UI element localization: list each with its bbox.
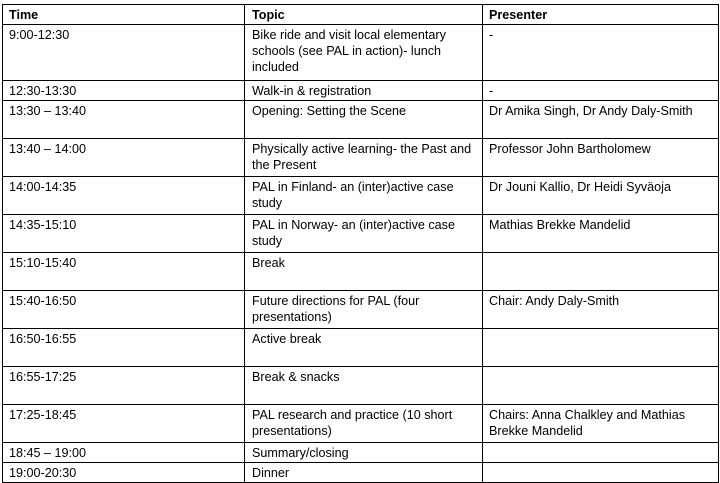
time-cell: 18:45 – 19:00 [3, 443, 245, 463]
topic-cell: Bike ride and visit local elementary schools (see PAL in action)- lunch included [245, 25, 483, 81]
topic-cell: Future directions for PAL (four presentations) [245, 291, 483, 329]
table-row [3, 101, 719, 139]
time-cell: 9:00-12:30 [3, 25, 245, 81]
topic-cell: Physically active learning- the Past and the Present [245, 139, 483, 177]
table-row [3, 405, 719, 443]
time-cell: 14:00-14:35 [3, 177, 245, 215]
column-header-time: Time [3, 5, 245, 25]
time-cell: 16:50-16:55 [3, 329, 245, 367]
topic-cell: Walk-in & registration [245, 81, 483, 101]
topic-cell: PAL in Finland- an (inter)active case study [245, 177, 483, 215]
table-row [3, 139, 719, 177]
time-cell: 13:40 – 14:00 [3, 139, 245, 177]
column-header-topic: Topic [245, 5, 483, 25]
table-row [3, 443, 719, 463]
topic-cell: Break & snacks [245, 367, 483, 405]
table-row [3, 25, 719, 81]
column-header-presenter: Presenter [483, 5, 719, 25]
topic-cell: PAL research and practice (10 short presentations) [245, 405, 483, 443]
table-row [3, 463, 719, 483]
table-row [3, 329, 719, 367]
presenter-cell: Mathias Brekke Mandelid [483, 215, 719, 253]
presenter-cell [483, 367, 719, 405]
time-cell: 16:55-17:25 [3, 367, 245, 405]
presenter-cell: Dr Amika Singh, Dr Andy Daly-Smith [483, 101, 719, 139]
presenter-cell: Chair: Andy Daly-Smith [483, 291, 719, 329]
topic-cell: PAL in Norway- an (inter)active case study [245, 215, 483, 253]
time-cell: 15:40-16:50 [3, 291, 245, 329]
presenter-cell: - [483, 25, 719, 81]
topic-cell: Active break [245, 329, 483, 367]
table-row [3, 291, 719, 329]
presenter-cell: Professor John Bartholomew [483, 139, 719, 177]
presenter-cell: - [483, 81, 719, 101]
topic-cell: Opening: Setting the Scene [245, 101, 483, 139]
time-cell: 13:30 – 13:40 [3, 101, 245, 139]
time-cell: 17:25-18:45 [3, 405, 245, 443]
time-cell: 12:30-13:30 [3, 81, 245, 101]
table-row [3, 367, 719, 405]
table-row [3, 81, 719, 101]
schedule-table [2, 4, 719, 483]
topic-cell: Summary/closing [245, 443, 483, 463]
presenter-cell: Chairs: Anna Chalkley and Mathias Brekke Mandelid [483, 405, 719, 443]
time-cell: 15:10-15:40 [3, 253, 245, 291]
table-row [3, 253, 719, 291]
presenter-cell [483, 253, 719, 291]
presenter-cell [483, 463, 719, 483]
topic-cell: Dinner [245, 463, 483, 483]
time-cell: 14:35-15:10 [3, 215, 245, 253]
table-row [3, 215, 719, 253]
presenter-cell [483, 329, 719, 367]
presenter-cell [483, 443, 719, 463]
table-header-row [3, 5, 719, 25]
time-cell: 19:00-20:30 [3, 463, 245, 483]
table-row [3, 177, 719, 215]
topic-cell: Break [245, 253, 483, 291]
presenter-cell: Dr Jouni Kallio, Dr Heidi Syväoja [483, 177, 719, 215]
